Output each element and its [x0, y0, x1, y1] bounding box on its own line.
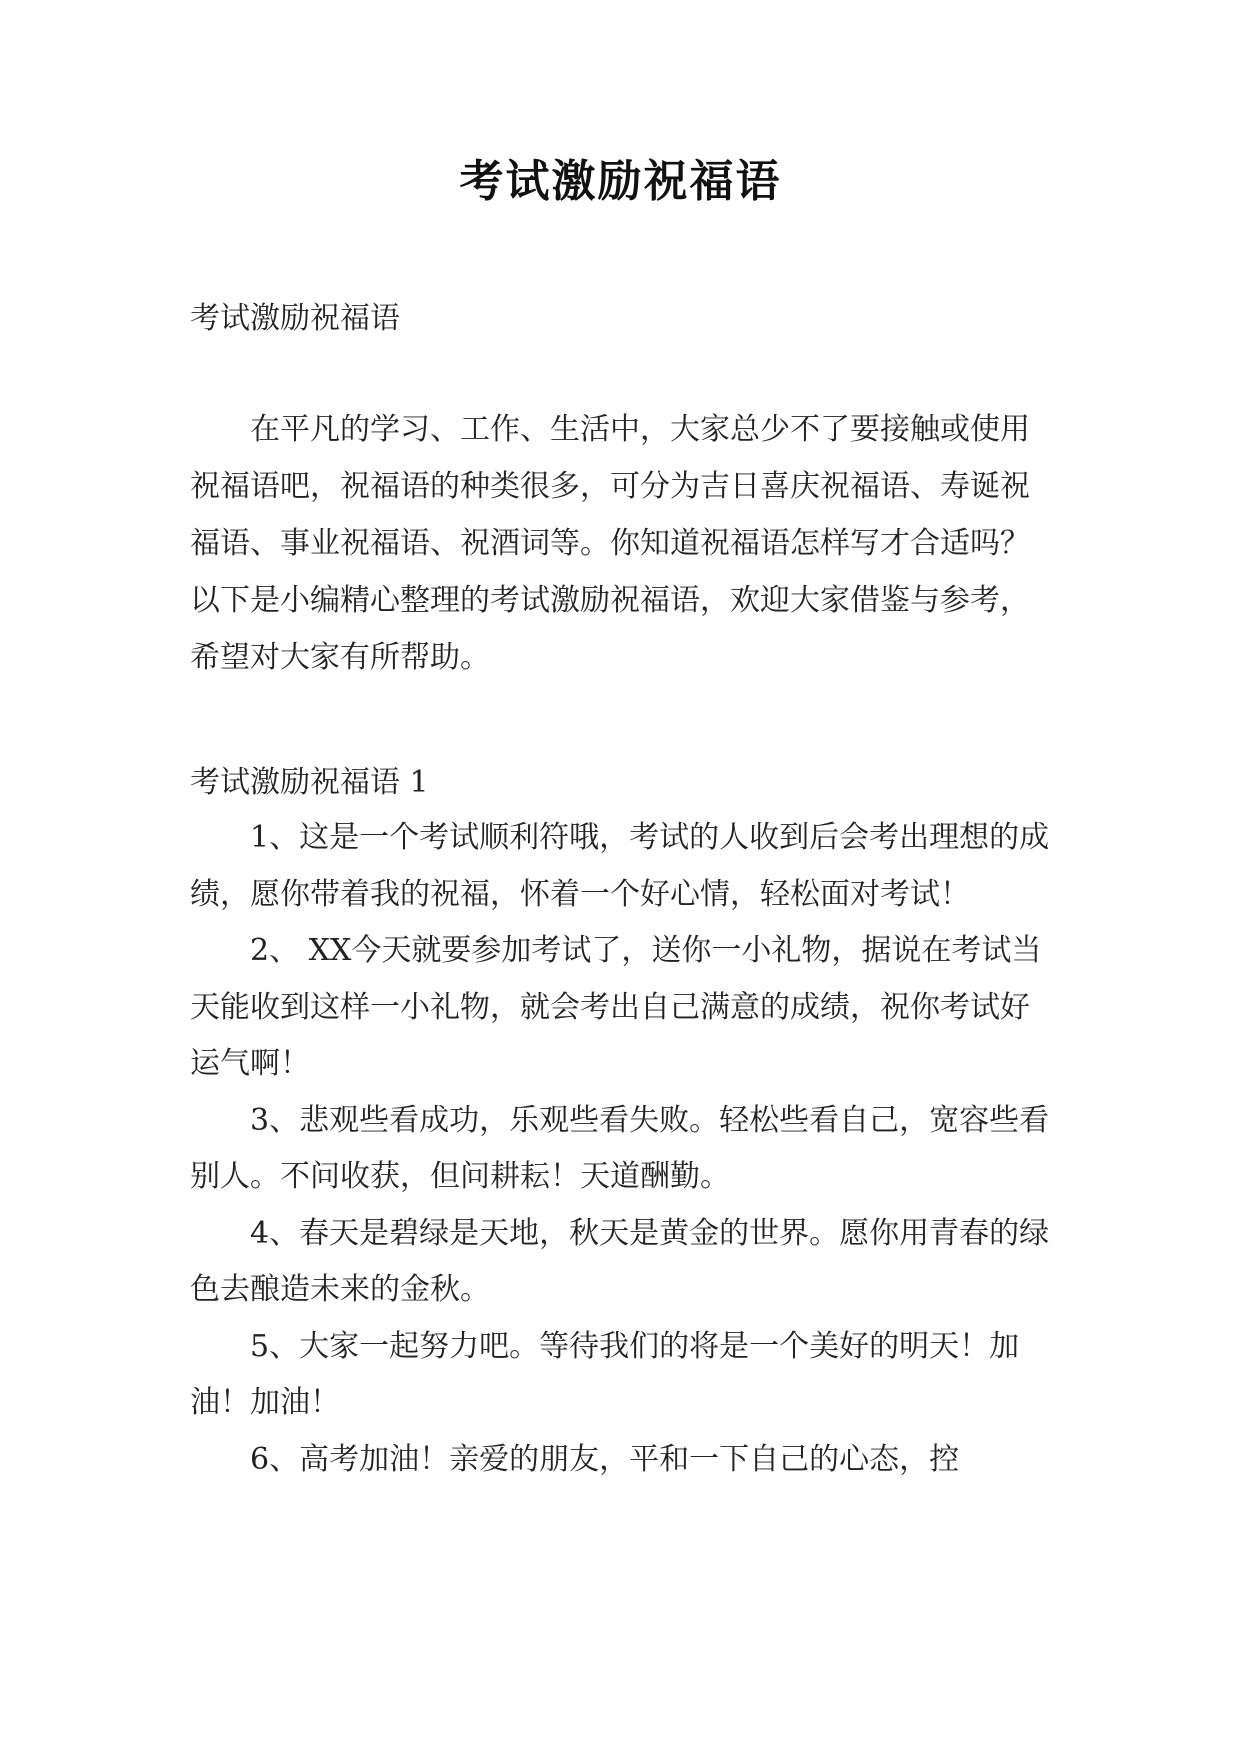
blessing-item: 5、大家一起努力吧。等待我们的将是一个美好的明天！加油！加油！	[190, 1328, 1020, 1420]
blessing-item: 4、春天是碧绿是天地，秋天是黄金的世界。愿你用青春的绿色去酿造未来的金秋。	[190, 1215, 1050, 1307]
blessing-item: 1、这是一个考试顺利符哦，考试的人收到后会考出理想的成绩，愿你带着我的祝福，怀着一个好心情，轻松面对考试！	[190, 820, 1050, 912]
blessing-list	[190, 810, 1050, 1488]
document-title: 考试激励祝福语	[459, 156, 782, 207]
blessing-item: 6、高考加油！亲爱的朋友，平和一下自己的心态，控	[250, 1441, 960, 1477]
blessing-item: 2、 XX今天就要参加考试了，送你一小礼物，据说在考试当天能收到这样一小礼物，就会考出自己满意的成绩，祝你考试好运气啊！	[190, 933, 1042, 1081]
section-title: 考试激励祝福语 1	[190, 765, 429, 800]
document-subtitle: 考试激励祝福语	[190, 301, 400, 336]
intro-paragraph: 在平凡的学习、工作、生活中，大家总少不了要接触或使用祝福语吧，祝福语的种类很多，可分为吉日喜庆祝福语、寿诞祝福语、事业祝福语、祝酒词等。你知道祝福语怎样写才合适吗？以下是小编精心整理的考试激励祝福语，欢迎大家借鉴与参考，希望对大家有所帮助。	[190, 412, 1030, 675]
blessing-item: 3、悲观些看成功，乐观些看失败。轻松些看自己，宽容些看别人。不问收获，但问耕耘！天道酬勤。	[190, 1102, 1050, 1194]
